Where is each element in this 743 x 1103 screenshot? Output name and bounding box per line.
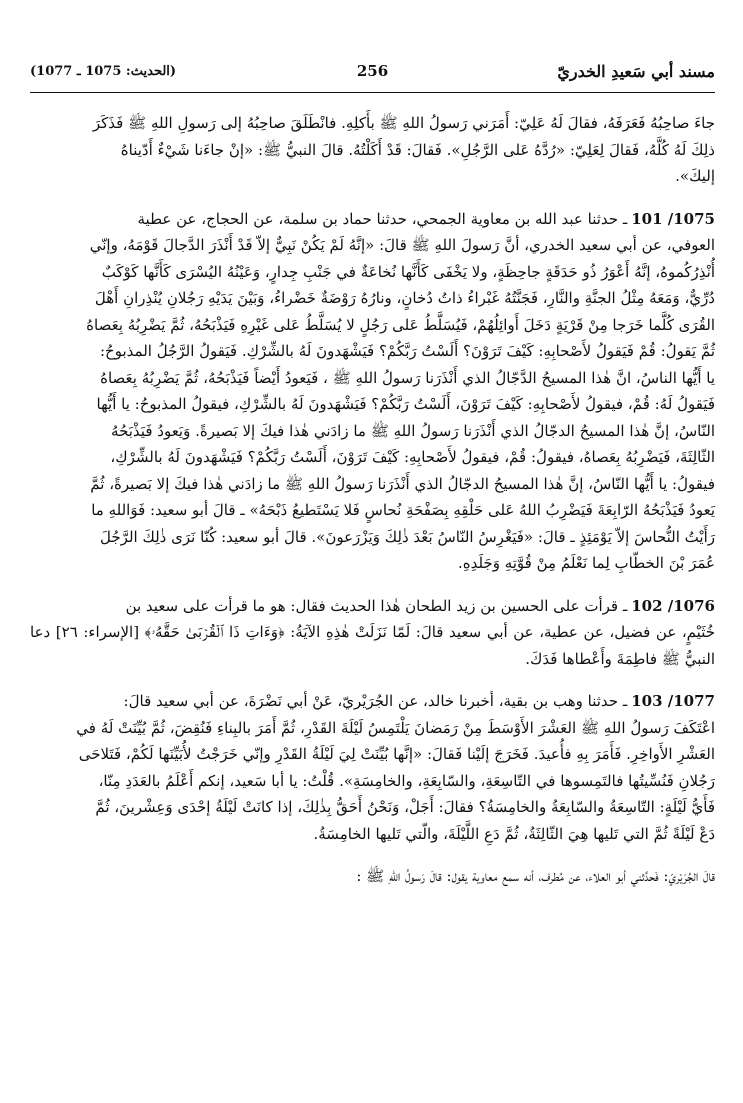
text-line: إليكَ».	[675, 167, 715, 185]
text-line: ثُمَّ يَقولُ: قُمْ فَيَقولُ لأَصْحابِهِ: كَيْفَ تَرَوْنَ؟ أَلَسْتُ رَبَّكُمْ؟ فَيَشْهَدونَ لَهُ بالشِّرْكِ. فَيَقولُ الرَّجُلُ المذبوحُ:	[100, 342, 715, 360]
text-line: النّاسُ، إنَّ هٰذا المسيحُ الدجّالُ الذي أَنْذَرَنا رَسولُ اللهِ ﷺ ما زادَني هٰذا فيكَ إلا بَصيرةً. وَيَعودُ فَيَذْبَحُهُ	[111, 421, 715, 440]
text-line: فَأَيُّ لَيْلَةٍ: التّاسِعَةُ والسّابِعَةُ والخامِسَةُ؟ فقالَ: أَجَلْ، وَنَحْنُ أَحَقُّ بِذٰلِكَ، إذا كانَتْ لَيْلَةُ إحْدَى وَعِشْرينَ، ثُمَّ	[95, 798, 715, 816]
text-line-with-number	[30, 593, 715, 620]
hadith-range: (الحديث: 1075 ـ 1077)	[30, 64, 177, 79]
paragraph-continuation	[30, 110, 715, 190]
text-line: العَشْرِ الأَواخِرِ. فَأَمَرَ بِهِ فأُعيدَ. فَخَرَجَ إلَيْنا فَقالَ: «إنَّها بُيِّنَتْ لِيَ لَيْلَةُ القَدْرِ وإنّي خَرَجْتُ لأُبَيِّنَها لَكُمْ، فَتَلاحَى	[78, 745, 715, 763]
hadith-number: 1075/ 101	[631, 209, 715, 228]
hadith-number: 1077/ 103	[631, 692, 715, 710]
paragraph-closing	[30, 863, 715, 890]
text-line: جاءَ صاحِبُهُ فَعَرَفَهُ، فقالَ لَهُ عَلِيّ: أَمَرَني رَسولُ اللهِ ﷺ بأَكلِهِ. فانْطَلَقَ صاحِبُهُ إلى رَسولِ اللهِ ﷺ فَذَكَرَ	[92, 114, 715, 132]
hadith-1077	[30, 688, 715, 847]
text-line: يَعودُ فَيَذْبَحُهُ الرّابِعَةَ فَيَضْرِبُ اللهُ عَلى حَلْقِهِ بِصَفْحَةِ نُحاسٍ فَلا يَسْتَطيعُ ذَبْحَهُ» ـ قالَ أبو سعيد: فَوَاللهِ ما	[91, 501, 715, 519]
text-line: الثّالِثَةَ، فَيَضْرِبُهُ بِعَصاهُ، فيقولُ: قُمْ، فيقولُ لأَصْحابِهِ: كَيْفَ تَرَوْنَ، أَلَسْتُ رَبَّكُمْ؟ فَيَشْهَدونَ لَهُ بالشِّرْكِ،	[110, 448, 715, 466]
text-line: قالَ الجُرَيْريّ: فَحدَّثني أبو العلاء، عن مُطرف، أنه سمع معاوية يقول: قالَ رَسولُ اللهِ ﷺ :	[356, 867, 715, 885]
text-line: العوفي، عن أبي سعيد الخدري، أنَّ رَسولَ اللهِ ﷺ قالَ: «إنَّهُ لَمْ يَكُنْ نَبِيٌّ إلاّ قَدْ أَنْذَرَ الدَّجالَ قَوْمَهُ، وإنّي	[89, 236, 715, 254]
text-line: ذلِكَ لَهُ كُلَّهُ، فَقالَ لِعَلِيّ: «رُدَّهُ عَلى الرَّجُلِ». فَقالَ: قَدْ أَكَلْتُهُ. قالَ النبيُّ ﷺ: «إنْ جاءَنا شَيْءٌ أَدّيناهُ	[120, 140, 715, 159]
hadith-number: 1076/ 102	[631, 596, 715, 615]
hadith-1075	[30, 206, 715, 577]
text-line: دُرِّيٌّ، وَمَعَهُ مِثْلُ الجنَّةِ والنَّارِ، فَجَنَّتُهُ غَبْراءُ ذاتُ دُخانٍ، ونارُهُ رَوْضَةٌ خَضْراءُ، وَبَيْنَ يَدَيْهِ رَجُلانِ يُنْذِرانِ أَهْلَ	[94, 289, 715, 307]
book-title: مسند أبي سَعيدِ الخدريّ	[557, 62, 715, 81]
text-line: عُمَرَ بْنَ الخطّابِ لِما نَعْلَمُ مِنْ قُوَّتِهِ وَجَلَدِهِ.	[457, 554, 715, 572]
text-line: ـ حدثنا وهب بن بقية، أخبرنا خالد، عن الجُرَيْريّ، عَنْ أبي نَضْرَةَ، عن أبي سعيد قالَ:	[123, 692, 628, 710]
page-header	[30, 62, 715, 88]
page-body	[30, 110, 715, 906]
text-line: رَجُلانِ فَنُسِّيتُها فالتَمِسوها في التّاسِعَةِ، والسّابِعَةِ، والخامِسَةِ». قُلْتُ: يا أبا سَعيد، إنكم أَعْلَمُ بالعَدَدِ مِنّا،	[98, 771, 715, 790]
text-line: ـ حدثنا عبد الله بن معاوية الجمحي، حدثنا حماد بن سلمة، عن الحجاج، عن عطية	[137, 209, 628, 228]
text-line: رَأَيْتُ النُّحاسَ إلاّ يَوْمَئِذٍ ـ قالَ: «فَيَغْرِسُ النّاسُ بَعْدَ ذٰلِكَ وَيَزْرَعونَ». قالَ أبو سعيد: كُنّا نَرَى ذٰلِكَ الرَّجُلَ	[100, 527, 715, 546]
hadith-1076	[30, 593, 715, 673]
text-line: خُثَيْمٍ، عن فضيل، عن عطية، عن أبي سعيد قالَ: لَمّا نَزَلَتْ هٰذِهِ الآيَةُ: ﴿وَءَاتِ ذَا ٱلۡقُرۡبَىٰ حَقَّهُۥ﴾ [الإسراء: ٢٦] دعا النبيُّ ﷺ فاطِمَةَ وأَعْطاها فَدَكَ.	[30, 623, 715, 668]
text-line-with-number	[30, 688, 715, 715]
text-line: أُنْذِرُكُموهُ، إنَّهُ أَعْوَرُ ذُو حَدَقَةٍ جاحِظَةٍ، ولا يَخْفَى كَأَنَّها نُخاعَةٌ في جَنْبِ جِدارٍ، وَعَيْنُهُ اليُسْرَى كَأَنَّها كَوْكَبٌ	[101, 262, 715, 281]
text-line: دَعْ لَيْلَةً ثُمَّ التي تَليها هِيَ الثّالِثَةُ، ثُمَّ دَعِ اللَّيْلَةَ، والّتي تَليها الخامِسَةُ.	[313, 824, 715, 843]
header-divider	[30, 92, 715, 93]
text-line: يا أَيُّها الناسُ، انَّ هٰذا المسيحُ الدَّجّالُ الذي أَنْذَرَنا رَسولُ اللهِ ﷺ ، فَيَعودُ أَيْضاً فَيَذْبَحُهُ، ثُمَّ يَضْرِبُهُ بِعَصاهُ	[100, 368, 715, 387]
text-line: فيقولُ: يا أَيُّها النّاسُ، إنَّ هٰذا المسيحُ الدجّالُ الذي أَنْذَرَنا رَسولُ اللهِ ﷺ ما زادَني هٰذا فيكَ إلا بَصيرةً، ثُمَّ	[90, 474, 715, 493]
text-line: القُرَى كُلَّما خَرَجا مِنْ قَرْيَةٍ دَخَلَ أَوائِلُهُمْ، فَيُسَلَّطُ عَلى رَجُلٍ لا يُسَلَّطُ عَلى غَيْرِهِ فَيَذْبَحُهُ، ثُمَّ يَضْرِبُهُ بِعَصاهُ	[86, 315, 715, 334]
text-line: ـ قرأت على الحسين بن زيد الطحان هٰذا الحديث فقال: هو ما قرأت على سعيد بن	[125, 596, 628, 615]
text-line: اعْتَكَفَ رَسولُ اللهِ ﷺ العَشْرَ الأَوْسَطَ مِنْ رَمَضانَ يَلْتَمِسُ لَيْلَةَ القَدْرِ، ثُمَّ أَمَرَ بالبِناءِ فَنُقِضَ، ثُمَّ بُيِّنَتْ لَهُ في	[76, 718, 715, 737]
text-line: فَيَقولُ لَهُ: قُمْ، فيقولُ لأَصْحابِهِ: كَيْفَ تَرَوْنَ، أَلَسْتُ رَبَّكُمْ؟ فَيَشْهَدونَ لَهُ بالشِّرْكِ، فيقولُ المذبوحُ: يا أَيُّها	[96, 395, 715, 413]
text-line-with-number	[30, 206, 715, 233]
page-number: 256	[356, 62, 389, 80]
